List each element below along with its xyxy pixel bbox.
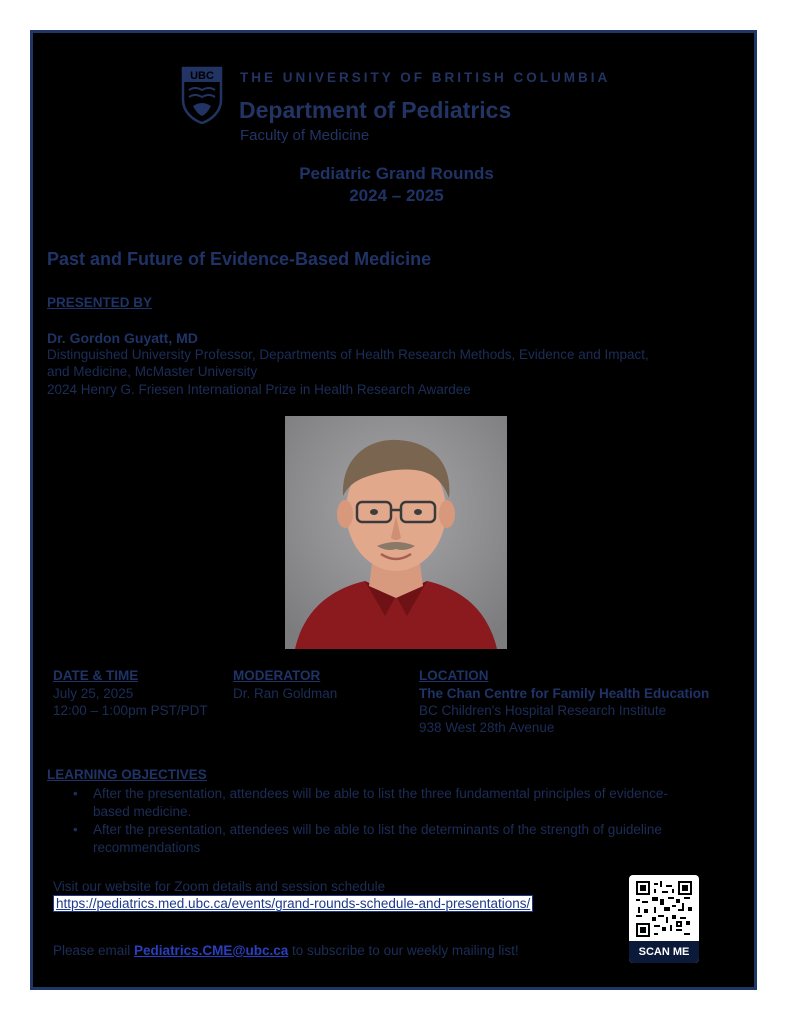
- email-prefix: Please email: [53, 943, 135, 958]
- series-years: 2024 – 2025: [349, 186, 444, 205]
- visit-website-text: Visit our website for Zoom details and session schedule: [53, 879, 386, 894]
- objectives-heading: LEARNING OBJECTIVES: [47, 767, 207, 782]
- moderator-heading: MODERATOR: [233, 668, 321, 683]
- location-name: The Chan Centre for Family Health Education: [419, 686, 710, 701]
- flyer: [30, 30, 757, 990]
- university-name: THE UNIVERSITY OF BRITISH COLUMBIA: [240, 70, 611, 85]
- event-time: 12:00 – 1:00pm PST/PDT: [53, 703, 208, 718]
- event-date: July 25, 2025: [53, 686, 134, 701]
- objective-item: • After the presentation, attendees will be able to list the three fundamental principles of evidence-based medicine.: [69, 785, 699, 821]
- schedule-link[interactable]: https://pediatrics.med.ubc.ca/events/grand-rounds-schedule-and-presentations/: [53, 895, 533, 912]
- department-name: Department of Pediatrics: [239, 97, 512, 123]
- speaker-title-line1: Distinguished University Professor, Departments of Health Research Methods, Evidence and Impact,: [47, 347, 649, 362]
- talk-title: Past and Future of Evidence-Based Medicine: [47, 249, 432, 269]
- speaker-title-line2: and Medicine, McMaster University: [47, 364, 258, 379]
- location-address: 938 West 28th Avenue: [419, 720, 555, 735]
- logo-text: UBC: [190, 70, 214, 82]
- speaker-name: Dr. Gordon Guyatt, MD: [47, 330, 198, 346]
- speaker-award: 2024 Henry G. Friesen International Prize in Health Research Awardee: [47, 382, 471, 397]
- speaker-photo: [285, 416, 507, 649]
- email-link[interactable]: Pediatrics.CME@ubc.ca: [134, 943, 289, 958]
- objective-item: • After the presentation, attendees will be able to list the determinants of the strength of guideline recommendations: [69, 821, 699, 857]
- qr-code-icon: [636, 881, 692, 937]
- objectives-list: [69, 785, 699, 857]
- series-title: Pediatric Grand Rounds: [299, 164, 494, 183]
- ubc-shield-icon: [181, 66, 223, 124]
- qr-code[interactable]: [629, 875, 699, 963]
- email-line: [53, 943, 519, 958]
- scan-me-label: SCAN ME: [629, 941, 699, 963]
- presented-by-heading: PRESENTED BY: [47, 295, 153, 310]
- datetime-heading: DATE & TIME: [53, 668, 139, 683]
- email-suffix: to subscribe to our weekly mailing list!: [288, 943, 519, 958]
- location-heading: LOCATION: [419, 668, 489, 683]
- faculty-name: Faculty of Medicine: [240, 127, 370, 144]
- moderator-name: Dr. Ran Goldman: [233, 686, 338, 701]
- location-institute: BC Children's Hospital Research Institute: [419, 703, 667, 718]
